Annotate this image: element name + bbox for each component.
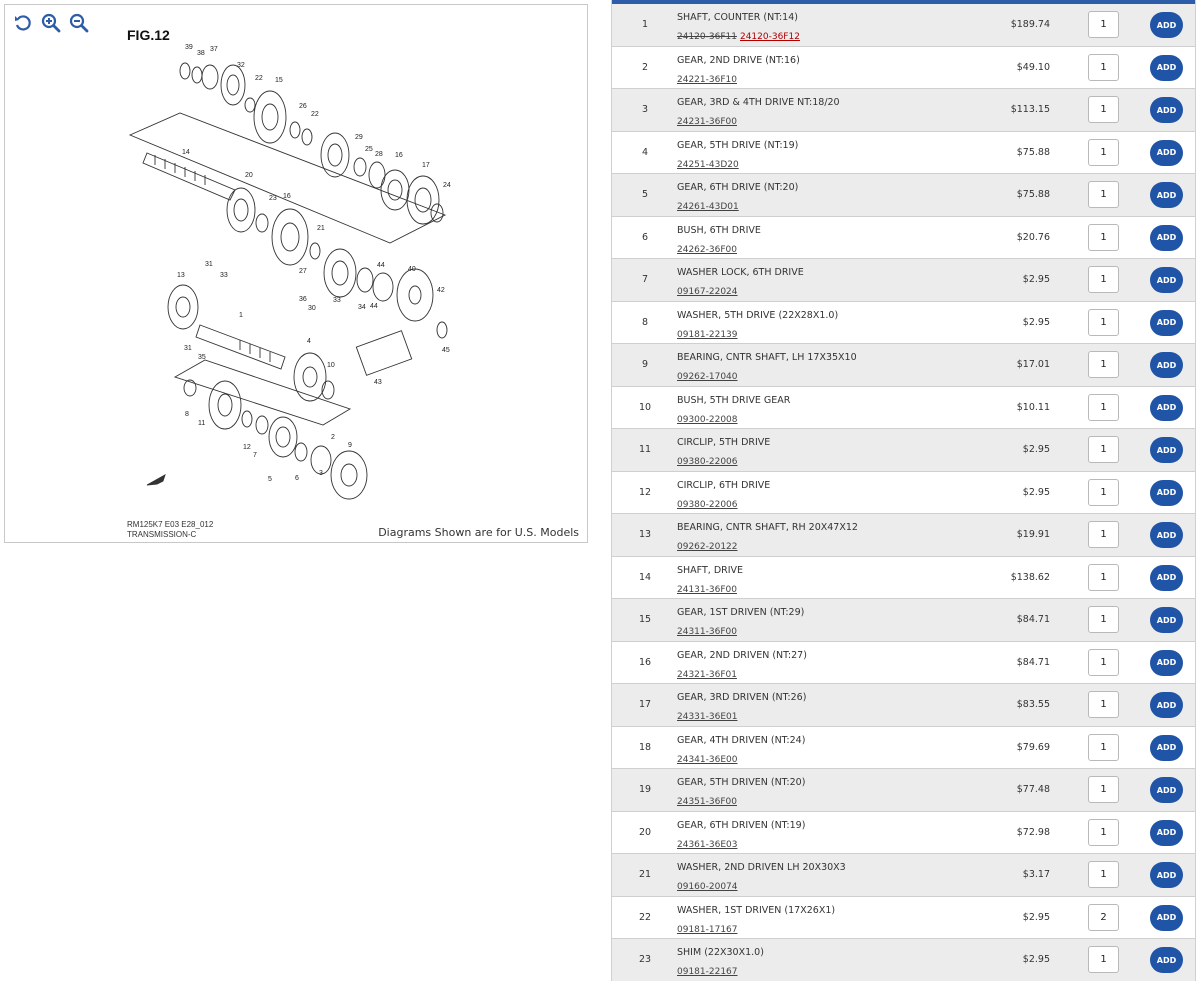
part-row-16 (612, 642, 1195, 685)
add-to-cart-button[interactable]: ADD (1150, 182, 1183, 208)
part-number-line (677, 364, 1007, 384)
diagram-callout-22[interactable]: 22 (311, 111, 319, 118)
diagram-callout-39[interactable]: 39 (185, 44, 193, 51)
diagram-callout-3[interactable]: 3 (319, 470, 323, 477)
part-number-link[interactable]: 09167-22024 (677, 287, 738, 297)
part-info (677, 309, 1007, 342)
part-number-link[interactable]: 24361-36E03 (677, 839, 738, 850)
part-ref-number: 19 (638, 784, 652, 796)
part-row-8 (612, 302, 1195, 345)
zoom-in-icon (41, 13, 61, 33)
part-info (677, 54, 1007, 87)
part-ref-number: 9 (641, 359, 649, 371)
diagram-callout-15[interactable]: 15 (275, 77, 283, 84)
part-info (677, 394, 1007, 427)
add-to-cart-button[interactable]: ADD (1150, 522, 1183, 548)
quantity-input[interactable] (1088, 266, 1119, 293)
part-ref-number: 20 (638, 826, 652, 838)
part-info (677, 11, 1007, 44)
part-number-link[interactable]: 24221-36F10 (677, 74, 737, 85)
part-row-9 (612, 344, 1195, 387)
part-info (677, 946, 1007, 979)
diagram-callout-31[interactable]: 31 (205, 261, 213, 268)
part-number-link[interactable]: 09160-20074 (677, 882, 738, 892)
parts-list (611, 0, 1196, 981)
diagram-callout-16[interactable]: 16 (395, 152, 403, 159)
add-to-cart-button[interactable]: ADD (1150, 947, 1183, 973)
part-ref-number: 15 (638, 614, 652, 626)
diagram-callout-16[interactable]: 16 (283, 193, 291, 200)
part-price: $79.69 (1016, 741, 1050, 753)
part-number-link[interactable]: 09181-22139 (677, 329, 738, 340)
part-row-10 (612, 387, 1195, 430)
add-to-cart-button[interactable]: ADD (1150, 692, 1183, 718)
part-description: CIRCLIP, 6TH DRIVE (677, 479, 771, 491)
part-price: $17.01 (1016, 359, 1050, 371)
add-to-cart-button[interactable]: ADD (1150, 140, 1183, 166)
add-to-cart-button[interactable]: ADD (1150, 650, 1183, 676)
quantity-input[interactable] (1088, 606, 1119, 633)
diagram-section-name: TRANSMISSION-C (127, 530, 197, 539)
reset-view-button[interactable] (13, 13, 33, 33)
part-price: $83.55 (1016, 699, 1050, 711)
part-number-link[interactable]: 09300-22008 (677, 414, 738, 425)
add-to-cart-button[interactable]: ADD (1150, 862, 1183, 888)
diagram-callout-32[interactable]: 32 (237, 62, 245, 69)
part-number-line (677, 959, 1007, 979)
diagram-callout-24[interactable]: 24 (443, 182, 451, 189)
add-to-cart-button[interactable]: ADD (1150, 820, 1183, 846)
figure-label: FIG.12 (127, 27, 170, 43)
part-row-17 (612, 684, 1195, 727)
part-ref-number: 4 (641, 146, 649, 158)
part-description: GEAR, 2ND DRIVEN (NT:27) (677, 649, 807, 661)
part-info (677, 436, 1007, 469)
diagram-callout-21[interactable]: 21 (317, 225, 325, 232)
zoom-out-button[interactable] (69, 13, 89, 33)
part-price: $2.95 (1022, 954, 1050, 966)
part-ref-number: 17 (638, 699, 652, 711)
part-ref-number: 21 (638, 869, 652, 881)
part-price: $2.95 (1022, 274, 1050, 286)
diagram-callout-43[interactable]: 43 (374, 379, 382, 386)
part-info (677, 479, 1007, 512)
diagram-callout-33[interactable]: 33 (333, 297, 341, 304)
part-description: GEAR, 3RD & 4TH DRIVE NT:18/20 (677, 97, 840, 108)
part-ref-number: 22 (638, 911, 652, 923)
diagram-callout-1[interactable]: 1 (239, 312, 243, 319)
part-row-2 (612, 47, 1195, 90)
part-description: BUSH, 5TH DRIVE GEAR (677, 394, 791, 406)
part-price: $19.91 (1016, 529, 1050, 541)
diagram-callout-29[interactable]: 29 (355, 134, 363, 141)
part-number-link[interactable]: 24311-36F00 (677, 627, 737, 637)
part-row-5 (612, 174, 1195, 217)
part-info (677, 351, 1007, 384)
part-price: $75.88 (1016, 146, 1050, 158)
part-info (677, 606, 1007, 639)
part-row-20 (612, 812, 1195, 855)
part-row-1 (612, 4, 1195, 47)
part-price: $84.71 (1016, 656, 1050, 668)
part-number-link[interactable]: 24131-36F00 (677, 584, 737, 595)
part-number-line (677, 407, 1007, 427)
part-ref-number: 7 (641, 274, 649, 286)
diagram-callout-42[interactable]: 42 (437, 287, 445, 294)
quantity-input[interactable] (1088, 224, 1119, 251)
part-description: GEAR, 5TH DRIVEN (NT:20) (677, 777, 806, 788)
add-to-cart-button[interactable]: ADD (1150, 607, 1183, 633)
diagram-callout-44[interactable]: 44 (370, 303, 378, 310)
part-ref-number: 18 (638, 741, 652, 753)
part-ref-number: 13 (638, 529, 652, 541)
diagram-callout-22[interactable]: 22 (255, 75, 263, 82)
part-row-15 (612, 599, 1195, 642)
quantity-input[interactable] (1088, 479, 1119, 506)
quantity-input[interactable] (1088, 819, 1119, 846)
part-number-line (677, 662, 1007, 682)
part-number-line (677, 747, 1007, 767)
quantity-input[interactable] (1088, 11, 1119, 38)
part-description: GEAR, 1ST DRIVEN (NT:29) (677, 607, 805, 618)
part-ref-number: 23 (638, 954, 652, 966)
part-number-line (677, 449, 1007, 469)
part-number-line (677, 24, 1007, 44)
part-info (677, 181, 1007, 214)
part-number-link[interactable]: 09380-22006 (677, 457, 738, 467)
part-price: $20.76 (1016, 231, 1050, 243)
part-row-11 (612, 429, 1195, 472)
part-price: $77.48 (1016, 784, 1050, 796)
diagram-callout-10[interactable]: 10 (327, 362, 335, 369)
diagram-callout-45[interactable]: 45 (442, 347, 450, 354)
part-description: BEARING, CNTR SHAFT, LH 17X35X10 (677, 352, 857, 363)
diagram-callout-25[interactable]: 25 (365, 146, 373, 153)
part-description: WASHER, 2ND DRIVEN LH 20X30X3 (677, 862, 846, 873)
quantity-input[interactable] (1088, 521, 1119, 548)
reset-icon (13, 13, 33, 33)
diagram-disclaimer: Diagrams Shown are for U.S. Models (378, 526, 579, 539)
part-number-link[interactable]: 24231-36F00 (677, 117, 737, 127)
parts-diagram-panel (4, 4, 588, 543)
part-number-line (677, 704, 1007, 724)
part-description: WASHER, 5TH DRIVE (22X28X1.0) (677, 309, 839, 321)
diagram-callout-38[interactable]: 38 (197, 50, 205, 57)
part-number-line (677, 237, 1007, 257)
part-number-link[interactable]: 24331-36E01 (677, 712, 738, 722)
part-row-7 (612, 259, 1195, 302)
part-number-link[interactable]: 09380-22006 (677, 499, 738, 510)
quantity-input[interactable] (1088, 946, 1119, 973)
add-to-cart-button[interactable]: ADD (1150, 267, 1183, 293)
part-info (677, 266, 1007, 299)
quantity-input[interactable] (1088, 861, 1119, 888)
diagram-callout-4[interactable]: 4 (307, 338, 311, 345)
part-ref-number: 6 (641, 231, 649, 243)
add-to-cart-button[interactable]: ADD (1150, 480, 1183, 506)
diagram-callout-7[interactable]: 7 (253, 452, 257, 459)
add-to-cart-button[interactable]: ADD (1150, 777, 1183, 803)
part-number-link[interactable]: 24262-36F00 (677, 244, 737, 255)
diagram-callout-17[interactable]: 17 (422, 162, 430, 169)
part-info (677, 776, 1007, 809)
diagram-callout-37[interactable]: 37 (210, 46, 218, 53)
part-description: BUSH, 6TH DRIVE (677, 224, 761, 236)
part-price: $84.71 (1016, 614, 1050, 626)
part-row-22 (612, 897, 1195, 940)
diagram-code-line: RM125K7 E03 E28_012 (127, 520, 214, 529)
part-number-line (677, 832, 1007, 852)
add-to-cart-button[interactable]: ADD (1150, 905, 1183, 931)
part-number-link[interactable]: 09262-17040 (677, 372, 738, 382)
part-row-14 (612, 557, 1195, 600)
diagram-callout-27[interactable]: 27 (299, 268, 307, 275)
part-number-link[interactable]: 24321-36F01 (677, 669, 737, 680)
quantity-input[interactable] (1088, 309, 1119, 336)
part-number-line (677, 152, 1007, 172)
part-number-link[interactable]: 24351-36F00 (677, 797, 737, 807)
zoom-out-icon (69, 13, 89, 33)
diagram-callout-11[interactable]: 11 (198, 420, 206, 427)
part-number-line (677, 534, 1007, 554)
part-number-line (677, 279, 1007, 299)
part-number-line (677, 322, 1007, 342)
part-row-12 (612, 472, 1195, 515)
quantity-input[interactable] (1088, 54, 1119, 81)
diagram-callout-23[interactable]: 23 (269, 195, 277, 202)
add-to-cart-button[interactable]: ADD (1150, 97, 1183, 123)
quantity-input[interactable] (1088, 564, 1119, 591)
part-ref-number: 5 (641, 189, 649, 201)
add-to-cart-button[interactable]: ADD (1150, 225, 1183, 251)
quantity-input[interactable] (1088, 904, 1119, 931)
parts-rows (612, 4, 1195, 981)
part-ref-number: 3 (641, 104, 649, 116)
part-description: SHAFT, COUNTER (NT:14) (677, 12, 798, 23)
zoom-in-button[interactable] (41, 13, 61, 33)
diagram-code (127, 520, 213, 540)
add-to-cart-button[interactable]: ADD (1150, 735, 1183, 761)
part-info (677, 224, 1007, 257)
part-description: CIRCLIP, 5TH DRIVE (677, 437, 771, 448)
part-info (677, 904, 1007, 937)
diagram-callout-28[interactable]: 28 (375, 151, 383, 158)
part-number-link[interactable]: 09181-22167 (677, 967, 738, 977)
part-row-21 (612, 854, 1195, 897)
part-description: GEAR, 6TH DRIVEN (NT:19) (677, 819, 806, 831)
quantity-input[interactable] (1088, 734, 1119, 761)
quantity-input[interactable] (1088, 691, 1119, 718)
diagram-callout-35[interactable]: 35 (198, 354, 206, 361)
part-price: $49.10 (1016, 61, 1050, 73)
part-info (677, 564, 1007, 597)
diagram-callout-40[interactable]: 40 (408, 266, 416, 273)
part-description: SHAFT, DRIVE (677, 564, 744, 576)
part-description: GEAR, 5TH DRIVE (NT:19) (677, 139, 799, 151)
part-description: SHIM (22X30X1.0) (677, 947, 764, 958)
part-description: BEARING, CNTR SHAFT, RH 20X47X12 (677, 522, 858, 533)
diagram-callout-2[interactable]: 2 (331, 434, 335, 441)
diagram-callout-13[interactable]: 13 (177, 272, 185, 279)
part-number-link[interactable]: 24341-36E00 (677, 754, 738, 765)
part-description: GEAR, 3RD DRIVEN (NT:26) (677, 692, 807, 703)
part-info (677, 861, 1007, 894)
part-number-line (677, 789, 1007, 809)
part-price: $2.95 (1022, 444, 1050, 456)
part-info (677, 649, 1007, 682)
diagram-callout-44[interactable]: 44 (377, 262, 385, 269)
part-number-link[interactable]: 24120-36F12 (739, 32, 800, 42)
add-to-cart-button[interactable]: ADD (1150, 12, 1183, 38)
part-price: $138.62 (1010, 571, 1050, 583)
part-ref-number: 16 (638, 656, 652, 668)
part-row-18 (612, 727, 1195, 770)
part-number-line (677, 194, 1007, 214)
part-price: $10.11 (1016, 401, 1050, 413)
part-price: $2.95 (1022, 316, 1050, 328)
diagram-callout-5[interactable]: 5 (268, 476, 272, 483)
part-ref-number: 8 (641, 316, 649, 328)
superseded-part-number[interactable]: 24120-36F11 (677, 32, 737, 42)
part-info (677, 139, 1007, 172)
diagram-callout-6[interactable]: 6 (295, 475, 299, 482)
part-info (677, 819, 1007, 852)
part-row-19 (612, 769, 1195, 812)
diagram-toolbar (13, 13, 89, 33)
part-number-link[interactable]: 09262-20122 (677, 542, 738, 552)
diagram-callout-12[interactable]: 12 (243, 444, 251, 451)
add-to-cart-button[interactable]: ADD (1150, 55, 1183, 81)
add-to-cart-button[interactable]: ADD (1150, 310, 1183, 336)
part-price: $75.88 (1016, 189, 1050, 201)
diagram-callout-8[interactable]: 8 (185, 411, 189, 418)
diagram-callout-36[interactable]: 36 (299, 296, 307, 303)
part-ref-number: 14 (638, 571, 652, 583)
quantity-input[interactable] (1088, 436, 1119, 463)
diagram-callout-9[interactable]: 9 (348, 442, 352, 449)
part-number-line (677, 67, 1007, 87)
diagram-callout-33[interactable]: 33 (220, 272, 228, 279)
part-row-13 (612, 514, 1195, 557)
quantity-input[interactable] (1088, 96, 1119, 123)
part-row-4 (612, 132, 1195, 175)
part-info (677, 96, 1007, 129)
part-price: $2.95 (1022, 486, 1050, 498)
diagram-callout-20[interactable]: 20 (245, 172, 253, 179)
part-price: $189.74 (1010, 19, 1050, 31)
add-to-cart-button[interactable]: ADD (1150, 437, 1183, 463)
add-to-cart-button[interactable]: ADD (1150, 352, 1183, 378)
part-number-line (677, 577, 1007, 597)
quantity-input[interactable] (1088, 181, 1119, 208)
part-description: WASHER LOCK, 6TH DRIVE (677, 267, 804, 278)
part-ref-number: 11 (638, 444, 652, 456)
part-price: $3.17 (1022, 869, 1050, 881)
part-ref-number: 12 (638, 486, 652, 498)
part-price: $2.95 (1022, 911, 1050, 923)
part-number-link[interactable]: 24261-43D01 (677, 202, 739, 212)
part-info (677, 734, 1007, 767)
quantity-input[interactable] (1088, 649, 1119, 676)
diagram-callout-26[interactable]: 26 (299, 103, 307, 110)
part-info (677, 521, 1007, 554)
part-description: GEAR, 6TH DRIVE (NT:20) (677, 182, 799, 193)
part-row-3 (612, 89, 1195, 132)
quantity-input[interactable] (1088, 139, 1119, 166)
part-row-6 (612, 217, 1195, 260)
diagram-callout-34[interactable]: 34 (358, 304, 366, 311)
quantity-input[interactable] (1088, 351, 1119, 378)
part-description: GEAR, 4TH DRIVEN (NT:24) (677, 734, 806, 746)
part-ref-number: 2 (641, 61, 649, 73)
diagram-callout-31[interactable]: 31 (184, 345, 192, 352)
part-ref-number: 1 (641, 19, 649, 31)
part-number-line (677, 619, 1007, 639)
part-description: GEAR, 2ND DRIVE (NT:16) (677, 54, 800, 66)
part-number-line (677, 109, 1007, 129)
part-number-line (677, 492, 1007, 512)
part-row-23 (612, 939, 1195, 981)
part-number-link[interactable]: 24251-43D20 (677, 159, 739, 170)
part-price: $72.98 (1016, 826, 1050, 838)
part-description: WASHER, 1ST DRIVEN (17X26X1) (677, 904, 836, 916)
exploded-view-drawing[interactable] (5, 5, 588, 543)
diagram-callout-30[interactable]: 30 (308, 305, 316, 312)
quantity-input[interactable] (1088, 776, 1119, 803)
part-number-line (677, 917, 1007, 937)
part-info (677, 691, 1007, 724)
diagram-callout-14[interactable]: 14 (182, 149, 190, 156)
quantity-input[interactable] (1088, 394, 1119, 421)
add-to-cart-button[interactable]: ADD (1150, 565, 1183, 591)
part-number-link[interactable]: 09181-17167 (677, 924, 738, 935)
part-number-line (677, 874, 1007, 894)
part-ref-number: 10 (638, 401, 652, 413)
add-to-cart-button[interactable]: ADD (1150, 395, 1183, 421)
part-price: $113.15 (1010, 104, 1050, 116)
